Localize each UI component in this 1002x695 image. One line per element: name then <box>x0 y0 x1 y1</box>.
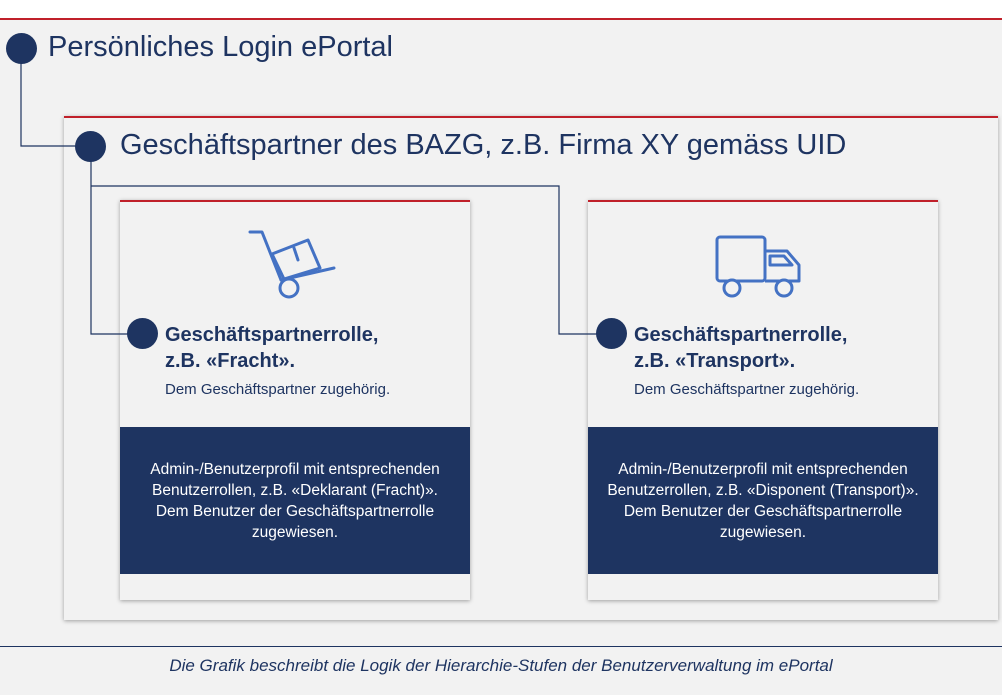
user-profile-box-transport: Admin-/Benutzerprofil mit entsprechenden Benutzerrollen, z.B. «Disponent (Transport)». Dem Benutzer der Geschäftspartnerrolle zugewiesen. <box>588 427 938 574</box>
role-subtitle-fracht: Dem Geschäftspartner zugehörig. <box>165 381 391 398</box>
level1-bullet <box>6 33 37 64</box>
role-title-transport <box>634 322 847 374</box>
level2-title: Geschäftspartner des BAZG, z.B. Firma XY gemäss UID <box>120 129 847 161</box>
footer-caption: Die Grafik beschreibt die Logik der Hierarchie-Stufen der Benutzerverwaltung im ePortal <box>169 656 833 675</box>
truck-icon <box>714 232 804 300</box>
role-subtitle-transport: Dem Geschäftspartner zugehörig. <box>634 381 860 398</box>
role-title-line2: z.B. «Fracht». <box>165 350 296 372</box>
role-title-line2: z.B. «Transport». <box>634 350 796 372</box>
level1-title: Persönliches Login ePortal <box>48 31 393 63</box>
level2-bullet <box>75 131 106 162</box>
hand-truck-icon <box>246 224 338 300</box>
role-title-line1: Geschäftspartnerrolle, <box>634 324 848 346</box>
footer-divider <box>0 646 1002 647</box>
role-title-fracht <box>165 322 378 374</box>
role-title-line1: Geschäftspartnerrolle, <box>165 324 379 346</box>
user-profile-box-fracht: Admin-/Benutzerprofil mit entsprechenden Benutzerrollen, z.B. «Deklarant (Fracht)». Dem Benutzer der Geschäftspartnerrolle zugewiesen. <box>120 427 470 574</box>
role-bullet-transport <box>596 318 627 349</box>
role-bullet-fracht <box>127 318 158 349</box>
